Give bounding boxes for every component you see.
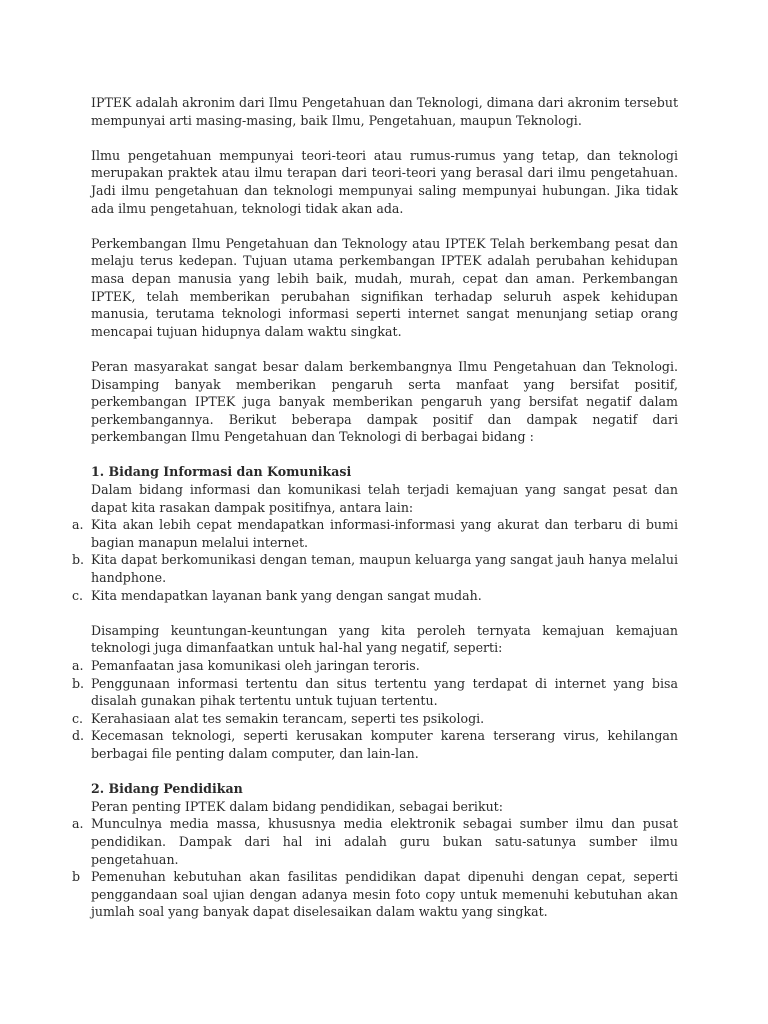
list-marker: a. <box>72 816 84 832</box>
paragraph-iptek-development: Perkembangan Ilmu Pengetahuan dan Teknology atau IPTEK Telah berkembang pesat dan melaju terus kedepan. Tujuan utama perkembangan IPTEK adalah perubahan kehidupan masa depan manusia yang lebih baik, mudah, murah, cepat dan aman. Perkembangan IPTEK, telah memberikan perubahan signifikan terhadap seluruh aspek kehidupan manusia, terutama teknologi informasi seperti internet sangat menunjang setiap orang mencapai tujuan hidupnya dalam waktu singkat. <box>91 235 678 339</box>
list-item-text: Kecemasan teknologi, seperti kerusakan komputer karena terserang virus, kehilangan berbagai file penting dalam computer, dan lain-lan. <box>91 728 678 761</box>
list-marker: b. <box>72 675 85 691</box>
section-heading: 1. Bidang Informasi dan Komunikasi <box>91 464 352 480</box>
list-item-text: Pemenuhan kebutuhan akan fasilitas pendidikan dapat dipenuhi dengan cepat, seperti penggandaan soal ujian dengan adanya mesin foto copy untuk memenuhi kebutuhan akan jumlah soal yang banyak dapat diselesaikan dalam waktu yang singkat. <box>91 869 678 920</box>
list-item-text: Kerahasiaan alat tes semakin terancam, seperti tes psikologi. <box>91 710 485 726</box>
list-marker: b. <box>72 552 85 568</box>
list-item-text: Munculnya media massa, khususnya media elektronik sebagai sumber ilmu dan pusat pendidikan. Dampak dari hal ini adalah guru bukan satu-satunya sumber ilmu pengetahuan. <box>91 816 678 867</box>
list-marker: c. <box>72 587 84 603</box>
list-marker: a. <box>72 658 84 673</box>
paragraph-iptek-definition: IPTEK adalah akronim dari Ilmu Pengetahuan dan Teknologi, dimana dari akronim tersebut mempunyai arti masing-masing, baik Ilmu, Pengetahuan, maupun Teknologi. <box>91 95 678 128</box>
list-marker: c. <box>72 710 84 726</box>
list-item <box>72 710 678 728</box>
list-item <box>72 657 678 675</box>
list-item-text: Kita akan lebih cepat mendapatkan informasi-informasi yang akurat dan terbaru di bumi bagian manapun melalui internet. <box>91 517 678 550</box>
positive-impact-list <box>72 516 678 604</box>
negative-impact-intro: Disamping keuntungan-keuntungan yang kita peroleh ternyata kemajuan kemajuan teknologi juga dimanfaatkan untuk hal-hal yang negatif, seperti: <box>91 622 678 656</box>
section-intro: Peran penting IPTEK dalam bidang pendidikan, sebagai berikut: <box>91 798 503 814</box>
negative-impact-list <box>72 657 678 763</box>
list-item <box>72 868 678 921</box>
section-heading: 2. Bidang Pendidikan <box>91 781 243 797</box>
list-item-text: Kita dapat berkomunikasi dengan teman, maupun keluarga yang sangat jauh hanya melalui handphone. <box>91 552 678 586</box>
list-marker: b <box>72 869 81 885</box>
list-item <box>72 551 678 586</box>
list-marker: d. <box>72 728 85 744</box>
list-item-text: Pemanfaatan jasa komunikasi oleh jaringan teroris. <box>91 658 420 673</box>
list-item <box>72 587 678 605</box>
list-item <box>72 516 678 551</box>
list-item-text: Penggunaan informasi tertentu dan situs tertentu yang terdapat di internet yang bisa disalah gunakan pihak tertentu untuk tujuan tertentu. <box>91 675 678 709</box>
education-impact-list <box>72 815 678 921</box>
list-item <box>72 727 678 762</box>
list-item <box>72 815 678 868</box>
paragraph-society-role: Peran masyarakat sangat besar dalam berkembangnya Ilmu Pengetahuan dan Teknologi. Disamping banyak memberikan pengaruh serta manfaat yang bersifat positif, perkembangan IPTEK juga banyak memberikan pengaruh yang bersifat negatif dalam perkembangannya. Berikut beberapa dampak positif dan dampak negatif dari perkembangan Ilmu Pengetahuan dan Teknologi di berbagai bidang : <box>91 358 678 445</box>
section-information-communication <box>72 463 678 762</box>
list-item-text: Kita mendapatkan layanan bank yang dengan sangat mudah. <box>91 587 482 603</box>
section-education <box>72 780 678 921</box>
list-marker: a. <box>72 517 84 533</box>
paragraph-science-technology: Ilmu pengetahuan mempunyai teori-teori atau rumus-rumus yang tetap, dan teknologi merupakan praktek atau ilmu terapan dari teori-teori yang berasal dari ilmu pengetahuan. Jadi ilmu pengetahuan dan teknologi mempunyai saling mempunyai hubungan. Jika tidak ada ilmu pengetahuan, teknologi tidak akan ada. <box>91 147 678 216</box>
list-item <box>72 675 678 710</box>
section-intro: Dalam bidang informasi dan komunikasi telah terjadi kemajuan yang sangat pesat dan dapat kita rasakan dampak positifnya, antara lain: <box>91 482 678 515</box>
